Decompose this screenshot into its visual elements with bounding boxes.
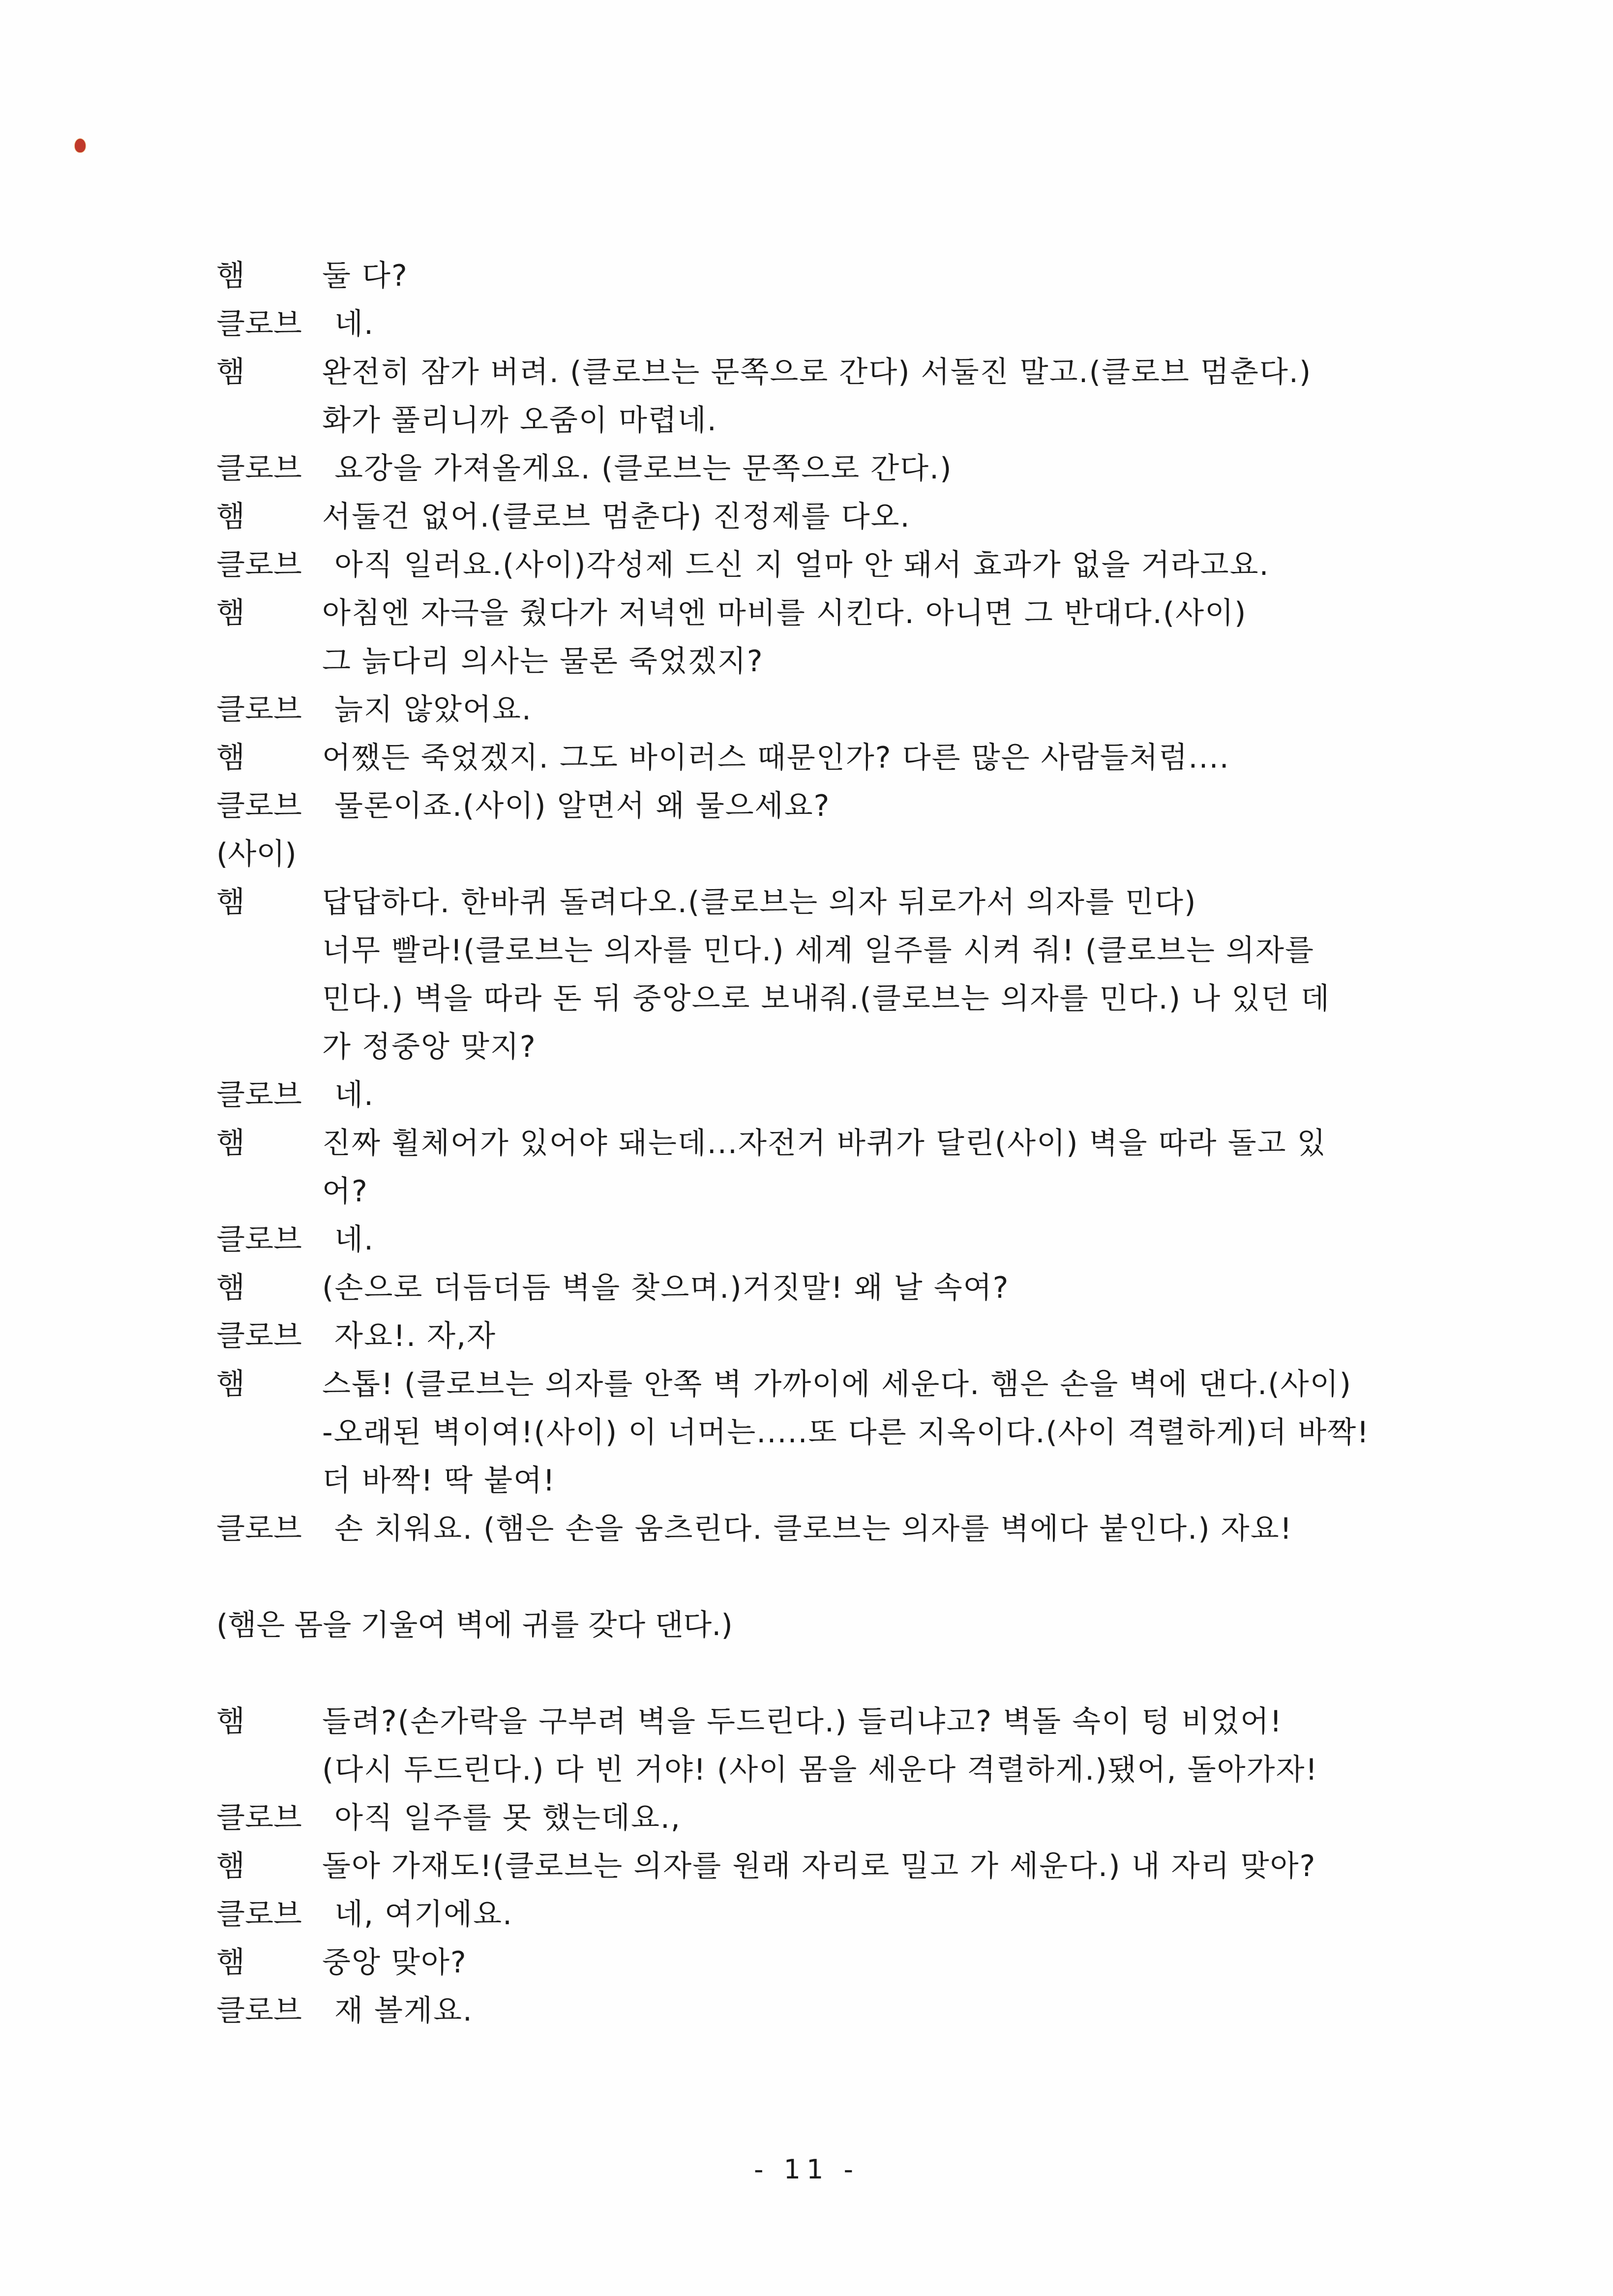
dialogue-text: 답답하다. 한바퀴 돌려다오.(클로브는 의자 뒤로가서 의자를 민다) xyxy=(322,885,1197,920)
dialogue-continuation: 가 정중앙 맞지? xyxy=(322,1030,537,1064)
script-line xyxy=(216,1071,1406,1119)
dialogue-text: 손 치워요. (햄은 손을 움츠린다. 클로브는 의자를 벽에다 붙인다.) 자요! xyxy=(334,1512,1293,1546)
speaker-name: 클로브 xyxy=(216,1078,302,1112)
speaker-name: 햄 xyxy=(216,1367,245,1401)
speaker-name: 클로브 xyxy=(216,451,302,486)
dialogue-text: 자요!. 자,자 xyxy=(334,1319,497,1353)
dialogue-text: 서둘건 없어.(클로브 멈춘다) 진정제를 다오. xyxy=(322,500,911,534)
dialogue-text: 중앙 맞아? xyxy=(322,1945,467,1980)
script-line xyxy=(216,734,1406,782)
stage-direction: (햄은 몸을 기울여 벽에 귀를 갖다 댄다.) xyxy=(216,1608,733,1642)
dialogue-text: 아침엔 자극을 줬다가 저녁엔 마비를 시킨다. 아니면 그 반대다.(사이) xyxy=(322,596,1247,630)
speaker-name: 클로브 xyxy=(216,1897,302,1932)
speaker-name: 햄 xyxy=(216,259,245,293)
script-line xyxy=(216,830,1406,878)
script-line xyxy=(216,1698,1406,1746)
speaker-name: 햄 xyxy=(216,355,245,389)
dialogue-text: 어쨌든 죽었겠지. 그도 바이러스 때문인가? 다른 많은 사람들처럼.... xyxy=(322,741,1230,775)
blank-line xyxy=(216,1553,1406,1601)
speaker-name: 햄 xyxy=(216,1704,245,1739)
dialogue-text: 요강을 가져올게요. (클로브는 문쪽으로 간다.) xyxy=(334,451,953,486)
script-line xyxy=(216,300,1406,348)
script-line xyxy=(216,686,1406,734)
dialogue-text: 아직 일러요.(사이)각성제 드신 지 얼마 안 돼서 효과가 없을 거라고요. xyxy=(334,548,1270,582)
speaker-name: 클로브 xyxy=(216,1223,302,1257)
dialogue-text: 들려?(손가락을 구부려 벽을 두드린다.) 들리냐고? 벽돌 속이 텅 비었어! xyxy=(322,1704,1283,1739)
speaker-name: 클로브 xyxy=(216,789,302,823)
speaker-name: 클로브 xyxy=(216,1319,302,1353)
dialogue-continuation: 화가 풀리니까 오줌이 마렵네. xyxy=(322,403,717,438)
dialogue-text: 물론이죠.(사이) 알면서 왜 물으세요? xyxy=(334,789,831,823)
dialogue-continuation: 어? xyxy=(322,1174,368,1209)
script-line xyxy=(216,589,1406,637)
dialogue-continuation: 너무 빨라!(클로브는 의자를 민다.) 세계 일주를 시켜 줘! (클로브는 의자를 xyxy=(322,933,1314,968)
speaker-name: 클로브 xyxy=(216,307,302,341)
dialogue-text: 네. xyxy=(334,307,375,341)
script-line xyxy=(216,1167,1406,1216)
script-line xyxy=(216,1842,1406,1890)
dialogue-continuation: 그 늙다리 의사는 물론 죽었겠지? xyxy=(322,644,764,679)
dialogue-text: 네, 여기에요. xyxy=(334,1897,513,1932)
speaker-name: 클로브 xyxy=(216,1512,302,1546)
stage-direction: (사이) xyxy=(216,837,297,871)
dialogue-text: 돌아 가재도!(클로브는 의자를 원래 자리로 밀고 가 세운다.) 내 자리 맞아? xyxy=(322,1849,1316,1883)
script-line xyxy=(216,975,1406,1023)
speaker-name: 클로브 xyxy=(216,692,302,727)
speaker-name: 햄 xyxy=(216,1126,245,1161)
page-number: - 11 - xyxy=(753,2154,859,2185)
script-line xyxy=(216,1457,1406,1505)
script-line xyxy=(216,1746,1406,1794)
speaker-name: 햄 xyxy=(216,1849,245,1883)
speaker-name: 햄 xyxy=(216,1945,245,1980)
speaker-name: 클로브 xyxy=(216,1801,302,1835)
script-line xyxy=(216,1794,1406,1842)
speaker-name: 햄 xyxy=(216,741,245,775)
script-line xyxy=(216,1938,1406,1987)
dialogue-text: 스톱! (클로브는 의자를 안쪽 벽 가까이에 세운다. 햄은 손을 벽에 댄다.(사이) xyxy=(322,1367,1352,1401)
script-line xyxy=(216,348,1406,396)
script-line xyxy=(216,878,1406,926)
dialogue-text: 네. xyxy=(334,1223,375,1257)
dialogue-continuation: -오래된 벽이여!(사이) 이 너머는.....또 다른 지옥이다.(사이 격렬하게)더 바짝! xyxy=(322,1415,1370,1450)
script-line xyxy=(216,1890,1406,1938)
dialogue-text: 네. xyxy=(334,1078,375,1112)
script-line xyxy=(216,396,1406,445)
dialogue-continuation: 더 바짝! 딱 붙여! xyxy=(322,1463,556,1498)
script-line xyxy=(216,1505,1406,1553)
script-line xyxy=(216,252,1406,300)
speaker-name: 클로브 xyxy=(216,1994,302,2028)
speaker-name: 햄 xyxy=(216,596,245,630)
script-line xyxy=(216,1312,1406,1360)
script-body xyxy=(216,252,1406,2035)
script-line xyxy=(216,1408,1406,1457)
script-line xyxy=(216,926,1406,975)
speaker-name: 햄 xyxy=(216,500,245,534)
script-line xyxy=(216,1360,1406,1408)
dialogue-text: (손으로 더듬더듬 벽을 찾으며.)거짓말! 왜 날 속여? xyxy=(322,1271,1010,1305)
dialogue-text: 진짜 휠체어가 있어야 돼는데...자전거 바퀴가 달린(사이) 벽을 따라 돌고 있 xyxy=(322,1126,1327,1161)
blank-line xyxy=(216,1649,1406,1698)
dialogue-text: 아직 일주를 못 했는데요., xyxy=(334,1801,681,1835)
dialogue-text: 늙지 않았어요. xyxy=(334,692,532,727)
script-line xyxy=(216,541,1406,589)
script-line xyxy=(216,1119,1406,1167)
dialogue-text: 둘 다? xyxy=(322,259,408,293)
script-line xyxy=(216,782,1406,830)
speaker-name: 햄 xyxy=(216,885,245,920)
script-line xyxy=(216,1216,1406,1264)
dialogue-continuation: 민다.) 벽을 따라 돈 뒤 중앙으로 보내줘.(클로브는 의자를 민다.) 나 있던 데 xyxy=(322,982,1331,1016)
speaker-name: 클로브 xyxy=(216,548,302,582)
script-line xyxy=(216,1601,1406,1649)
script-line xyxy=(216,1023,1406,1071)
dialogue-text: 재 볼게요. xyxy=(334,1994,473,2028)
script-line xyxy=(216,445,1406,493)
script-line xyxy=(216,493,1406,541)
script-line xyxy=(216,1264,1406,1312)
script-line xyxy=(216,637,1406,686)
red-dot-mark xyxy=(75,139,86,152)
dialogue-continuation: (다시 두드린다.) 다 빈 거야! (사이 몸을 세운다 격렬하게.)됐어, 돌아가자! xyxy=(322,1753,1318,1787)
script-line xyxy=(216,1987,1406,2035)
speaker-name: 햄 xyxy=(216,1271,245,1305)
dialogue-text: 완전히 잠가 버려. (클로브는 문쪽으로 간다) 서둘진 말고.(클로브 멈춘다.) xyxy=(322,355,1312,389)
